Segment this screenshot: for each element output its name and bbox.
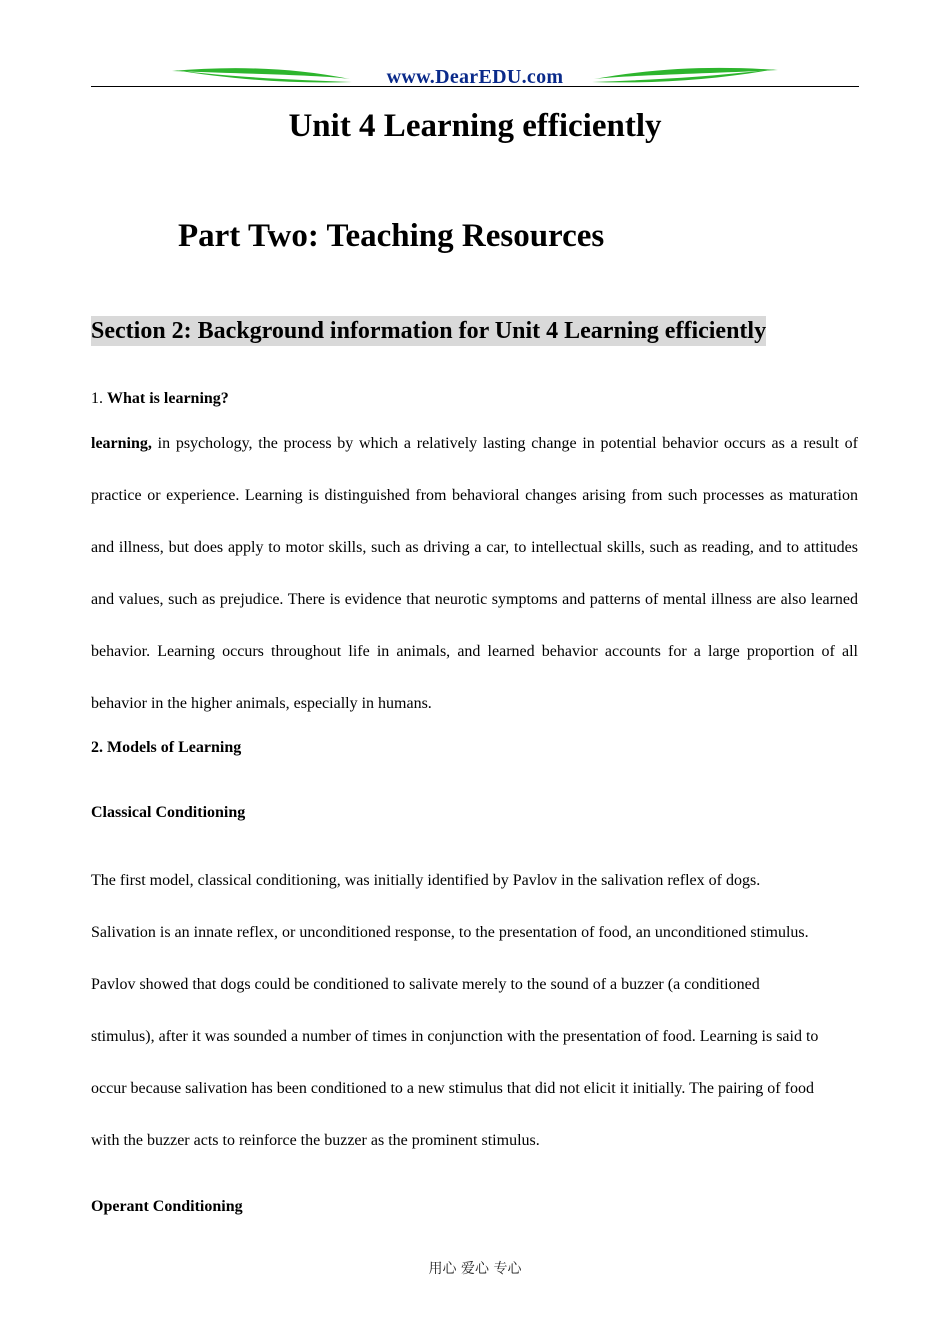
classical-conditioning-paragraph [91,855,858,1167]
paragraph-lead-term: learning, [91,435,152,452]
paragraph-line: The first model, classical conditioning, was initially identified by Pavlov in the salivation reflex of dogs. [91,872,761,889]
classical-conditioning-heading: Classical Conditioning [91,804,246,821]
paragraph-line: Salivation is an innate reflex, or unconditioned response, to the presentation of food, an unconditioned stimulus. [91,924,809,941]
operant-conditioning-heading: Operant Conditioning [91,1198,243,1215]
page-subtitle: Part Two: Teaching Resources [178,218,605,254]
question-text: What is learning? [107,390,229,407]
paragraph-line: stimulus), after it was sounded a number of times in conjunction with the presentation of food. Learning is said to [91,1028,819,1045]
models-heading: 2. Models of Learning [91,739,242,756]
paragraph-body: in psychology, the process by which a relatively lasting change in potential behavior occurs as a result of practice or experience. Learning is distinguished from behavioral changes arising from such processes as maturation and illness, but does apply to motor skills, such as driving a car, to intellectual skills, such as reading, and to attitudes and values, such as prejudice. There is evidence that neurotic symptoms and patterns of mental illness are also learned behavior. Learning occurs throughout life in animals, and learned behavior accounts for a large proportion of all behavior in the higher animals, especially in humans. [91,435,858,712]
paragraph-line: with the buzzer acts to reinforce the buzzer as the prominent stimulus. [91,1132,540,1149]
page-footer: 用心 爱心 专心 [428,1261,522,1277]
question-number: 1. [91,390,103,407]
question-heading-1 [91,389,229,409]
dearedu-logo [170,62,780,92]
section-heading: Section 2: Background information for Unit 4 Learning efficiently [91,318,767,344]
learning-definition-paragraph [91,418,858,730]
paragraph-line: Pavlov showed that dogs could be conditioned to salivate merely to the sound of a buzzer (a conditioned [91,976,760,993]
page-title: Unit 4 Learning efficiently [288,108,662,144]
logo-text: www.DearEDU.com [386,66,564,88]
paragraph-line: occur because salivation has been conditioned to a new stimulus that did not elicit it initially. The pairing of food [91,1080,814,1097]
